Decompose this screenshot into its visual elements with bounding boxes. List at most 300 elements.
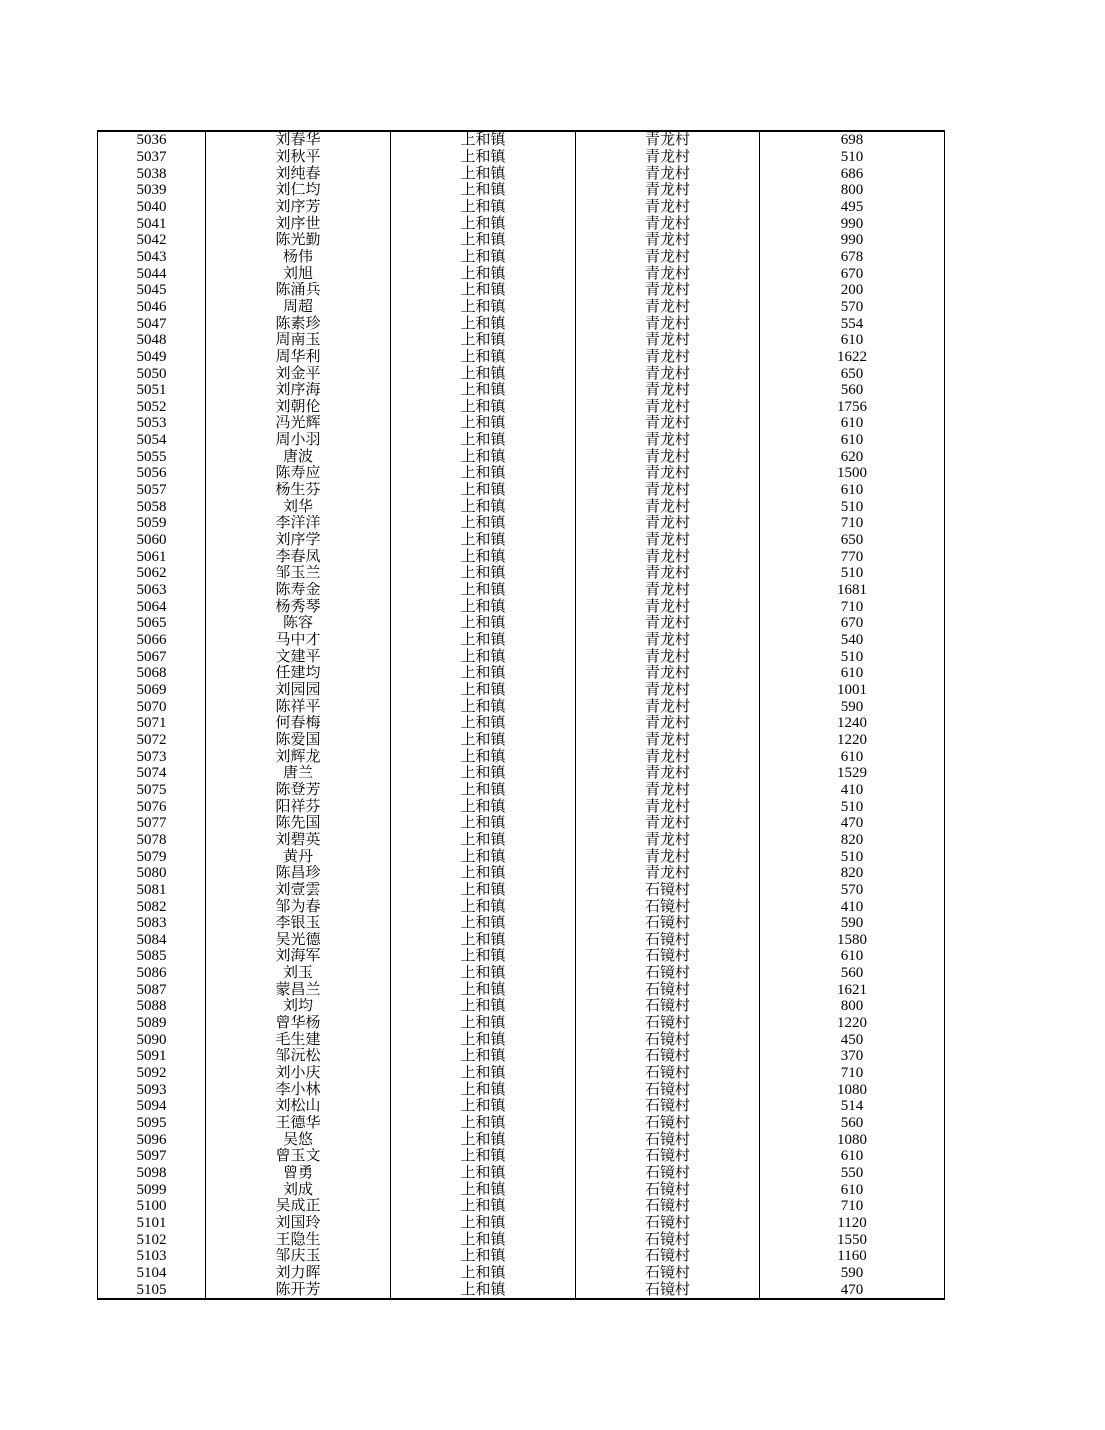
town-cell: 上和镇 bbox=[391, 182, 576, 199]
row-number-cell: 5048 bbox=[98, 332, 206, 349]
table-row bbox=[98, 465, 945, 482]
town-cell: 上和镇 bbox=[391, 415, 576, 432]
amount-cell: 540 bbox=[760, 632, 945, 649]
name-cell: 冯光辉 bbox=[206, 415, 391, 432]
town-cell: 上和镇 bbox=[391, 1148, 576, 1165]
table-row bbox=[98, 165, 945, 182]
table-row bbox=[98, 415, 945, 432]
name-cell: 刘辉龙 bbox=[206, 748, 391, 765]
table-row bbox=[98, 1115, 945, 1132]
table-row bbox=[98, 648, 945, 665]
amount-cell: 590 bbox=[760, 915, 945, 932]
table-row bbox=[98, 232, 945, 249]
village-cell: 青龙村 bbox=[576, 765, 760, 782]
table-row bbox=[98, 131, 945, 149]
row-number-cell: 5098 bbox=[98, 1165, 206, 1182]
name-cell: 刘玉 bbox=[206, 965, 391, 982]
row-number-cell: 5090 bbox=[98, 1031, 206, 1048]
row-number-cell: 5053 bbox=[98, 415, 206, 432]
row-number-cell: 5046 bbox=[98, 299, 206, 316]
town-cell: 上和镇 bbox=[391, 682, 576, 699]
row-number-cell: 5068 bbox=[98, 665, 206, 682]
table-row bbox=[98, 315, 945, 332]
name-cell: 刘秋平 bbox=[206, 149, 391, 166]
table-row bbox=[98, 482, 945, 499]
name-cell: 任建均 bbox=[206, 665, 391, 682]
amount-cell: 1120 bbox=[760, 1215, 945, 1232]
table-row bbox=[98, 1281, 945, 1299]
town-cell: 上和镇 bbox=[391, 265, 576, 282]
row-number-cell: 5050 bbox=[98, 365, 206, 382]
name-cell: 刘国玲 bbox=[206, 1215, 391, 1232]
amount-cell: 610 bbox=[760, 482, 945, 499]
town-cell: 上和镇 bbox=[391, 632, 576, 649]
amount-cell: 1220 bbox=[760, 732, 945, 749]
town-cell: 上和镇 bbox=[391, 448, 576, 465]
table-row bbox=[98, 548, 945, 565]
row-number-cell: 5045 bbox=[98, 282, 206, 299]
village-cell: 青龙村 bbox=[576, 682, 760, 699]
village-cell: 石镜村 bbox=[576, 932, 760, 949]
row-number-cell: 5099 bbox=[98, 1181, 206, 1198]
table-row bbox=[98, 1098, 945, 1115]
town-cell: 上和镇 bbox=[391, 199, 576, 216]
table-row bbox=[98, 882, 945, 899]
village-cell: 青龙村 bbox=[576, 448, 760, 465]
amount-cell: 710 bbox=[760, 1065, 945, 1082]
data-table bbox=[97, 130, 945, 1300]
name-cell: 刘小庆 bbox=[206, 1065, 391, 1082]
row-number-cell: 5074 bbox=[98, 765, 206, 782]
row-number-cell: 5038 bbox=[98, 165, 206, 182]
row-number-cell: 5057 bbox=[98, 482, 206, 499]
name-cell: 陈开芳 bbox=[206, 1281, 391, 1299]
name-cell: 黄丹 bbox=[206, 848, 391, 865]
town-cell: 上和镇 bbox=[391, 1165, 576, 1182]
row-number-cell: 5066 bbox=[98, 632, 206, 649]
town-cell: 上和镇 bbox=[391, 315, 576, 332]
table-row bbox=[98, 948, 945, 965]
village-cell: 石镜村 bbox=[576, 1265, 760, 1282]
name-cell: 周超 bbox=[206, 299, 391, 316]
town-cell: 上和镇 bbox=[391, 848, 576, 865]
name-cell: 刘金平 bbox=[206, 365, 391, 382]
village-cell: 青龙村 bbox=[576, 548, 760, 565]
row-number-cell: 5047 bbox=[98, 315, 206, 332]
amount-cell: 554 bbox=[760, 315, 945, 332]
village-cell: 青龙村 bbox=[576, 732, 760, 749]
row-number-cell: 5095 bbox=[98, 1115, 206, 1132]
amount-cell: 495 bbox=[760, 199, 945, 216]
row-number-cell: 5078 bbox=[98, 832, 206, 849]
amount-cell: 1160 bbox=[760, 1248, 945, 1265]
village-cell: 青龙村 bbox=[576, 432, 760, 449]
row-number-cell: 5060 bbox=[98, 532, 206, 549]
town-cell: 上和镇 bbox=[391, 282, 576, 299]
amount-cell: 686 bbox=[760, 165, 945, 182]
town-cell: 上和镇 bbox=[391, 365, 576, 382]
town-cell: 上和镇 bbox=[391, 1231, 576, 1248]
name-cell: 曾勇 bbox=[206, 1165, 391, 1182]
amount-cell: 800 bbox=[760, 998, 945, 1015]
row-number-cell: 5087 bbox=[98, 981, 206, 998]
table-row bbox=[98, 898, 945, 915]
table-row bbox=[98, 332, 945, 349]
village-cell: 青龙村 bbox=[576, 415, 760, 432]
amount-cell: 590 bbox=[760, 698, 945, 715]
table-row bbox=[98, 182, 945, 199]
village-cell: 石镜村 bbox=[576, 1215, 760, 1232]
town-cell: 上和镇 bbox=[391, 998, 576, 1015]
amount-cell: 610 bbox=[760, 432, 945, 449]
amount-cell: 510 bbox=[760, 149, 945, 166]
amount-cell: 1529 bbox=[760, 765, 945, 782]
row-number-cell: 5051 bbox=[98, 382, 206, 399]
row-number-cell: 5101 bbox=[98, 1215, 206, 1232]
town-cell: 上和镇 bbox=[391, 1115, 576, 1132]
town-cell: 上和镇 bbox=[391, 582, 576, 599]
village-cell: 青龙村 bbox=[576, 349, 760, 366]
name-cell: 阳祥芬 bbox=[206, 798, 391, 815]
village-cell: 青龙村 bbox=[576, 782, 760, 799]
table-row bbox=[98, 249, 945, 266]
table-row bbox=[98, 1031, 945, 1048]
row-number-cell: 5077 bbox=[98, 815, 206, 832]
amount-cell: 1621 bbox=[760, 981, 945, 998]
village-cell: 青龙村 bbox=[576, 582, 760, 599]
village-cell: 青龙村 bbox=[576, 265, 760, 282]
row-number-cell: 5036 bbox=[98, 131, 206, 149]
name-cell: 刘旭 bbox=[206, 265, 391, 282]
table-row bbox=[98, 1081, 945, 1098]
amount-cell: 450 bbox=[760, 1031, 945, 1048]
amount-cell: 560 bbox=[760, 382, 945, 399]
table-row bbox=[98, 965, 945, 982]
row-number-cell: 5086 bbox=[98, 965, 206, 982]
town-cell: 上和镇 bbox=[391, 482, 576, 499]
table-row bbox=[98, 1048, 945, 1065]
name-cell: 曾玉文 bbox=[206, 1148, 391, 1165]
town-cell: 上和镇 bbox=[391, 665, 576, 682]
name-cell: 陈爱国 bbox=[206, 732, 391, 749]
row-number-cell: 5080 bbox=[98, 865, 206, 882]
town-cell: 上和镇 bbox=[391, 1048, 576, 1065]
table-row bbox=[98, 998, 945, 1015]
amount-cell: 1001 bbox=[760, 682, 945, 699]
row-number-cell: 5081 bbox=[98, 882, 206, 899]
row-number-cell: 5092 bbox=[98, 1065, 206, 1082]
row-number-cell: 5043 bbox=[98, 249, 206, 266]
name-cell: 李小林 bbox=[206, 1081, 391, 1098]
amount-cell: 1080 bbox=[760, 1131, 945, 1148]
table-row bbox=[98, 515, 945, 532]
amount-cell: 510 bbox=[760, 498, 945, 515]
name-cell: 王德华 bbox=[206, 1115, 391, 1132]
name-cell: 毛生建 bbox=[206, 1031, 391, 1048]
table-row bbox=[98, 1148, 945, 1165]
village-cell: 青龙村 bbox=[576, 315, 760, 332]
row-number-cell: 5039 bbox=[98, 182, 206, 199]
village-cell: 石镜村 bbox=[576, 1065, 760, 1082]
row-number-cell: 5082 bbox=[98, 898, 206, 915]
amount-cell: 990 bbox=[760, 215, 945, 232]
row-number-cell: 5044 bbox=[98, 265, 206, 282]
name-cell: 刘序芳 bbox=[206, 199, 391, 216]
town-cell: 上和镇 bbox=[391, 1215, 576, 1232]
name-cell: 杨伟 bbox=[206, 249, 391, 266]
village-cell: 青龙村 bbox=[576, 632, 760, 649]
name-cell: 杨生芬 bbox=[206, 482, 391, 499]
amount-cell: 510 bbox=[760, 565, 945, 582]
name-cell: 唐兰 bbox=[206, 765, 391, 782]
village-cell: 青龙村 bbox=[576, 832, 760, 849]
table-row bbox=[98, 815, 945, 832]
village-cell: 石镜村 bbox=[576, 965, 760, 982]
amount-cell: 800 bbox=[760, 182, 945, 199]
name-cell: 陈祥平 bbox=[206, 698, 391, 715]
town-cell: 上和镇 bbox=[391, 215, 576, 232]
town-cell: 上和镇 bbox=[391, 349, 576, 366]
name-cell: 邹庆玉 bbox=[206, 1248, 391, 1265]
name-cell: 刘均 bbox=[206, 998, 391, 1015]
table-row bbox=[98, 915, 945, 932]
name-cell: 陈光勤 bbox=[206, 232, 391, 249]
row-number-cell: 5041 bbox=[98, 215, 206, 232]
village-cell: 石镜村 bbox=[576, 1148, 760, 1165]
town-cell: 上和镇 bbox=[391, 1015, 576, 1032]
name-cell: 李洋洋 bbox=[206, 515, 391, 532]
row-number-cell: 5079 bbox=[98, 848, 206, 865]
name-cell: 吴光德 bbox=[206, 932, 391, 949]
town-cell: 上和镇 bbox=[391, 149, 576, 166]
village-cell: 青龙村 bbox=[576, 565, 760, 582]
village-cell: 青龙村 bbox=[576, 365, 760, 382]
amount-cell: 820 bbox=[760, 865, 945, 882]
amount-cell: 510 bbox=[760, 798, 945, 815]
town-cell: 上和镇 bbox=[391, 1281, 576, 1299]
town-cell: 上和镇 bbox=[391, 882, 576, 899]
name-cell: 曾华杨 bbox=[206, 1015, 391, 1032]
row-number-cell: 5071 bbox=[98, 715, 206, 732]
row-number-cell: 5042 bbox=[98, 232, 206, 249]
town-cell: 上和镇 bbox=[391, 382, 576, 399]
table-row bbox=[98, 832, 945, 849]
amount-cell: 698 bbox=[760, 131, 945, 149]
amount-cell: 820 bbox=[760, 832, 945, 849]
row-number-cell: 5102 bbox=[98, 1231, 206, 1248]
town-cell: 上和镇 bbox=[391, 515, 576, 532]
amount-cell: 1622 bbox=[760, 349, 945, 366]
table-row bbox=[98, 865, 945, 882]
town-cell: 上和镇 bbox=[391, 498, 576, 515]
table-row bbox=[98, 932, 945, 949]
village-cell: 青龙村 bbox=[576, 865, 760, 882]
table-row bbox=[98, 1131, 945, 1148]
row-number-cell: 5037 bbox=[98, 149, 206, 166]
amount-cell: 710 bbox=[760, 598, 945, 615]
name-cell: 李春凤 bbox=[206, 548, 391, 565]
amount-cell: 370 bbox=[760, 1048, 945, 1065]
amount-cell: 560 bbox=[760, 965, 945, 982]
town-cell: 上和镇 bbox=[391, 798, 576, 815]
table-row bbox=[98, 748, 945, 765]
name-cell: 杨秀琴 bbox=[206, 598, 391, 615]
amount-cell: 620 bbox=[760, 448, 945, 465]
name-cell: 周小羽 bbox=[206, 432, 391, 449]
name-cell: 何春梅 bbox=[206, 715, 391, 732]
table-row bbox=[98, 1231, 945, 1248]
town-cell: 上和镇 bbox=[391, 1181, 576, 1198]
name-cell: 陈寿应 bbox=[206, 465, 391, 482]
village-cell: 青龙村 bbox=[576, 698, 760, 715]
town-cell: 上和镇 bbox=[391, 898, 576, 915]
row-number-cell: 5075 bbox=[98, 782, 206, 799]
row-number-cell: 5105 bbox=[98, 1281, 206, 1299]
name-cell: 刘序世 bbox=[206, 215, 391, 232]
village-cell: 石镜村 bbox=[576, 1048, 760, 1065]
table-row bbox=[98, 1065, 945, 1082]
table-row bbox=[98, 981, 945, 998]
town-cell: 上和镇 bbox=[391, 1065, 576, 1082]
town-cell: 上和镇 bbox=[391, 715, 576, 732]
table-row bbox=[98, 798, 945, 815]
village-cell: 青龙村 bbox=[576, 748, 760, 765]
row-number-cell: 5064 bbox=[98, 598, 206, 615]
village-cell: 石镜村 bbox=[576, 1015, 760, 1032]
row-number-cell: 5062 bbox=[98, 565, 206, 582]
row-number-cell: 5104 bbox=[98, 1265, 206, 1282]
village-cell: 青龙村 bbox=[576, 482, 760, 499]
row-number-cell: 5054 bbox=[98, 432, 206, 449]
name-cell: 邹玉兰 bbox=[206, 565, 391, 582]
town-cell: 上和镇 bbox=[391, 815, 576, 832]
village-cell: 青龙村 bbox=[576, 465, 760, 482]
amount-cell: 410 bbox=[760, 898, 945, 915]
amount-cell: 1681 bbox=[760, 582, 945, 599]
name-cell: 刘海军 bbox=[206, 948, 391, 965]
row-number-cell: 5096 bbox=[98, 1131, 206, 1148]
name-cell: 刘朝伦 bbox=[206, 399, 391, 416]
village-cell: 石镜村 bbox=[576, 1081, 760, 1098]
amount-cell: 470 bbox=[760, 815, 945, 832]
row-number-cell: 5055 bbox=[98, 448, 206, 465]
row-number-cell: 5072 bbox=[98, 732, 206, 749]
village-cell: 石镜村 bbox=[576, 1181, 760, 1198]
village-cell: 青龙村 bbox=[576, 282, 760, 299]
village-cell: 青龙村 bbox=[576, 498, 760, 515]
row-number-cell: 5040 bbox=[98, 199, 206, 216]
table-row bbox=[98, 299, 945, 316]
table-row bbox=[98, 1165, 945, 1182]
name-cell: 陈涌兵 bbox=[206, 282, 391, 299]
table-row bbox=[98, 532, 945, 549]
row-number-cell: 5058 bbox=[98, 498, 206, 515]
town-cell: 上和镇 bbox=[391, 1031, 576, 1048]
name-cell: 陈登芳 bbox=[206, 782, 391, 799]
table-row bbox=[98, 1181, 945, 1198]
town-cell: 上和镇 bbox=[391, 232, 576, 249]
village-cell: 石镜村 bbox=[576, 882, 760, 899]
village-cell: 青龙村 bbox=[576, 182, 760, 199]
amount-cell: 1580 bbox=[760, 932, 945, 949]
name-cell: 李银玉 bbox=[206, 915, 391, 932]
town-cell: 上和镇 bbox=[391, 948, 576, 965]
table-row bbox=[98, 265, 945, 282]
row-number-cell: 5070 bbox=[98, 698, 206, 715]
row-number-cell: 5091 bbox=[98, 1048, 206, 1065]
village-cell: 青龙村 bbox=[576, 798, 760, 815]
village-cell: 青龙村 bbox=[576, 515, 760, 532]
town-cell: 上和镇 bbox=[391, 399, 576, 416]
village-cell: 青龙村 bbox=[576, 165, 760, 182]
town-cell: 上和镇 bbox=[391, 565, 576, 582]
amount-cell: 590 bbox=[760, 1265, 945, 1282]
row-number-cell: 5084 bbox=[98, 932, 206, 949]
town-cell: 上和镇 bbox=[391, 1098, 576, 1115]
village-cell: 青龙村 bbox=[576, 665, 760, 682]
village-cell: 石镜村 bbox=[576, 1281, 760, 1299]
village-cell: 青龙村 bbox=[576, 715, 760, 732]
village-cell: 石镜村 bbox=[576, 915, 760, 932]
table-row bbox=[98, 215, 945, 232]
table-row bbox=[98, 1248, 945, 1265]
name-cell: 刘序学 bbox=[206, 532, 391, 549]
row-number-cell: 5069 bbox=[98, 682, 206, 699]
name-cell: 刘华 bbox=[206, 498, 391, 515]
table-row bbox=[98, 498, 945, 515]
table-row bbox=[98, 698, 945, 715]
name-cell: 文建平 bbox=[206, 648, 391, 665]
town-cell: 上和镇 bbox=[391, 932, 576, 949]
village-cell: 青龙村 bbox=[576, 299, 760, 316]
name-cell: 刘春华 bbox=[206, 131, 391, 149]
row-number-cell: 5061 bbox=[98, 548, 206, 565]
table-row bbox=[98, 732, 945, 749]
town-cell: 上和镇 bbox=[391, 1198, 576, 1215]
amount-cell: 200 bbox=[760, 282, 945, 299]
name-cell: 周华利 bbox=[206, 349, 391, 366]
amount-cell: 770 bbox=[760, 548, 945, 565]
amount-cell: 1240 bbox=[760, 715, 945, 732]
amount-cell: 678 bbox=[760, 249, 945, 266]
row-number-cell: 5083 bbox=[98, 915, 206, 932]
table-row bbox=[98, 848, 945, 865]
village-cell: 石镜村 bbox=[576, 948, 760, 965]
amount-cell: 610 bbox=[760, 415, 945, 432]
amount-cell: 710 bbox=[760, 1198, 945, 1215]
village-cell: 青龙村 bbox=[576, 598, 760, 615]
row-number-cell: 5089 bbox=[98, 1015, 206, 1032]
village-cell: 石镜村 bbox=[576, 1115, 760, 1132]
amount-cell: 570 bbox=[760, 882, 945, 899]
town-cell: 上和镇 bbox=[391, 648, 576, 665]
amount-cell: 1220 bbox=[760, 1015, 945, 1032]
row-number-cell: 5076 bbox=[98, 798, 206, 815]
amount-cell: 610 bbox=[760, 1181, 945, 1198]
table-row bbox=[98, 432, 945, 449]
town-cell: 上和镇 bbox=[391, 981, 576, 998]
amount-cell: 1756 bbox=[760, 399, 945, 416]
amount-cell: 990 bbox=[760, 232, 945, 249]
table-row bbox=[98, 765, 945, 782]
village-cell: 石镜村 bbox=[576, 1198, 760, 1215]
village-cell: 石镜村 bbox=[576, 1031, 760, 1048]
village-cell: 青龙村 bbox=[576, 382, 760, 399]
town-cell: 上和镇 bbox=[391, 532, 576, 549]
amount-cell: 510 bbox=[760, 648, 945, 665]
name-cell: 吴悠 bbox=[206, 1131, 391, 1148]
amount-cell: 610 bbox=[760, 1148, 945, 1165]
